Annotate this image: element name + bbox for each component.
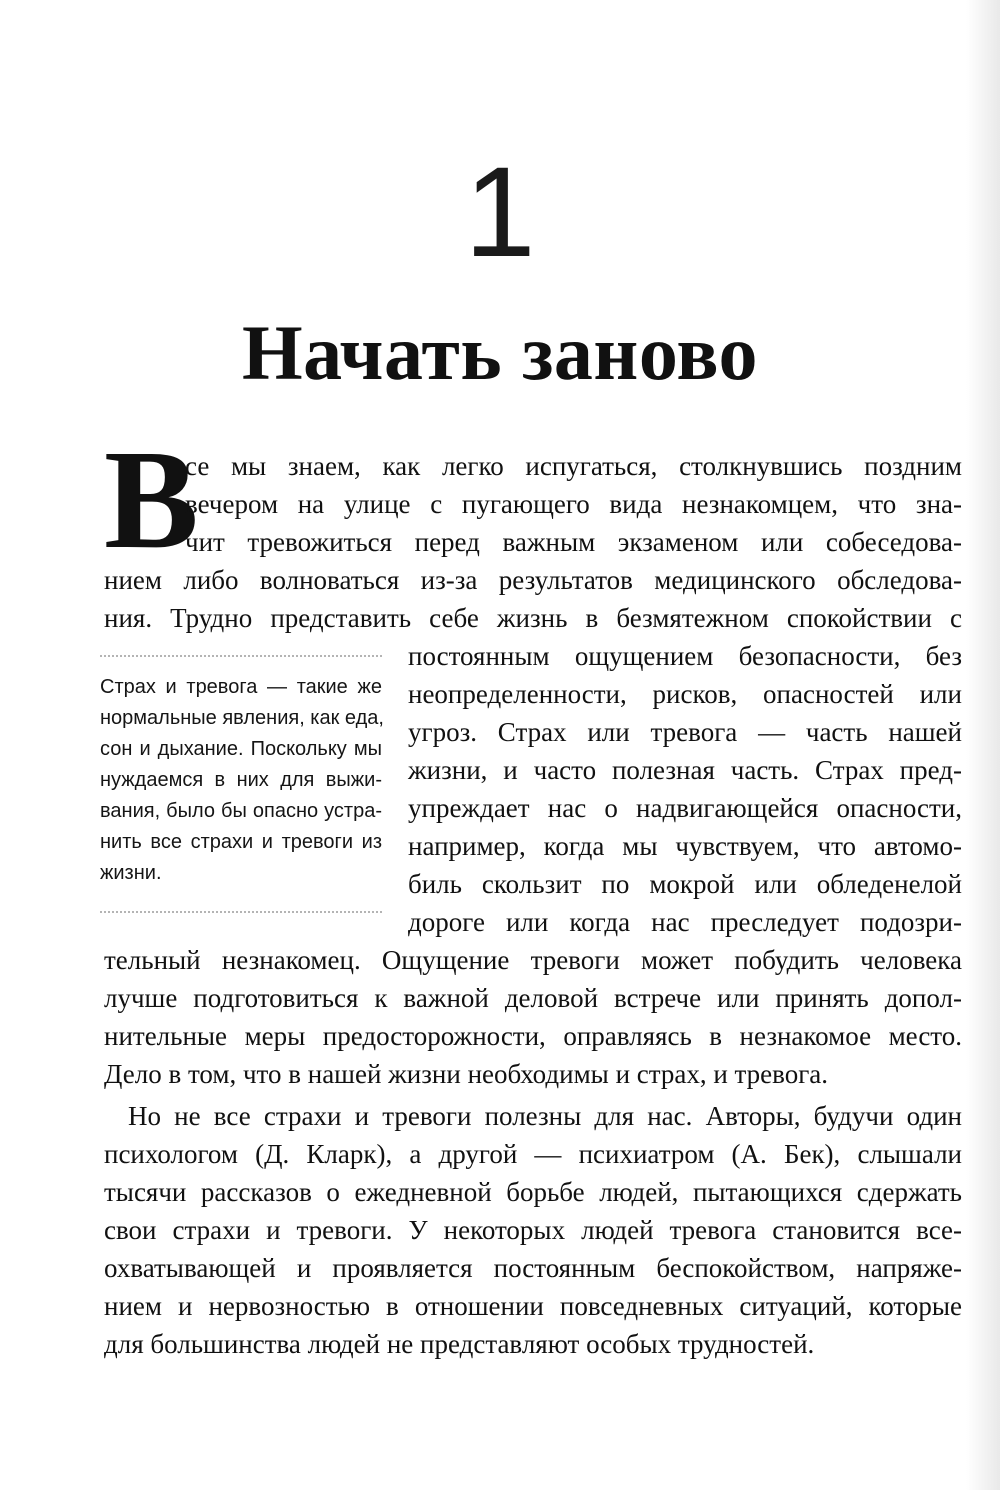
body-line: Дело в том, что в нашей жизни необходимы и страх, и тревога. (104, 1059, 829, 1089)
body-line: нием либо волноваться из-за результатов медицинского обследова- (104, 565, 962, 595)
body-line: постоянным ощущением безопасности, без (408, 641, 962, 671)
body-line: лучше подготовиться к важной деловой встрече или принять допол- (104, 983, 962, 1013)
body-line: психологом (Д. Кларк), а другой — психиатром (А. Бек), слышали (104, 1139, 962, 1169)
sidebar-line: сон и дыхание. Поскольку мы (100, 738, 382, 760)
body-line: жизни, и часто полезная часть. Страх пред- (408, 755, 962, 785)
body-line: дороге или когда нас преследует подозри- (408, 907, 962, 937)
sidebar-line: Страх и тревога — такие же (100, 676, 382, 698)
body-line: вечером на улице с пугающего вида незнакомцем, что зна- (185, 489, 962, 519)
body-line: чит тревожиться перед важным экзаменом или собеседова- (185, 527, 962, 557)
body-line: неопределенности, рисков, опасностей или (408, 679, 962, 709)
body-line: тельный незнакомец. Ощущение тревоги может побудить человека (104, 945, 962, 975)
body-line: охватывающей и проявляется постоянным беспокойством, напряже- (104, 1253, 962, 1283)
body-line: Но не все страхи и тревоги полезны для нас. Авторы, будучи один (128, 1101, 962, 1131)
chapter-title: Начать заново (241, 309, 758, 396)
chapter-number: 1 (464, 141, 536, 284)
body-line: нительные меры предосторожности, оправляясь в незнакомое место. (104, 1021, 962, 1051)
sidebar-top-rule (100, 655, 382, 657)
body-line: например, когда мы чувствуем, что автомо- (408, 831, 962, 861)
drop-cap: В (104, 420, 199, 578)
body-line: для большинства людей не представляют особых трудностей. (104, 1329, 815, 1359)
sidebar-line: нормальные явления, как еда, (100, 707, 384, 729)
body-line: свои страхи и тревоги. У некоторых людей тревога становится все- (104, 1215, 962, 1245)
body-line: тысячи рассказов о ежедневной борьбе людей, пытающихся сдержать (104, 1177, 962, 1207)
sidebar-line: жизни. (100, 862, 162, 884)
body-line: угроз. Страх или тревога — часть нашей (408, 717, 962, 747)
body-line: ния. Трудно представить себе жизнь в безмятежном спокойствии с (104, 603, 962, 633)
body-line: упреждает нас о надвигающейся опасности, (408, 793, 962, 823)
body-line: биль скользит по мокрой или обледенелой (408, 869, 962, 899)
sidebar-line: нить все страхи и тревоги из (100, 831, 382, 853)
sidebar-line: вания, было бы опасно устра- (100, 800, 382, 822)
sidebar-line: нуждаемся в них для выжи- (100, 769, 382, 791)
body-line: се мы знаем, как легко испугаться, столкнувшись поздним (185, 451, 962, 481)
body-line: нием и нервозностью в отношении повседневных ситуаций, которые (104, 1291, 962, 1321)
sidebar-bottom-rule (100, 911, 382, 913)
